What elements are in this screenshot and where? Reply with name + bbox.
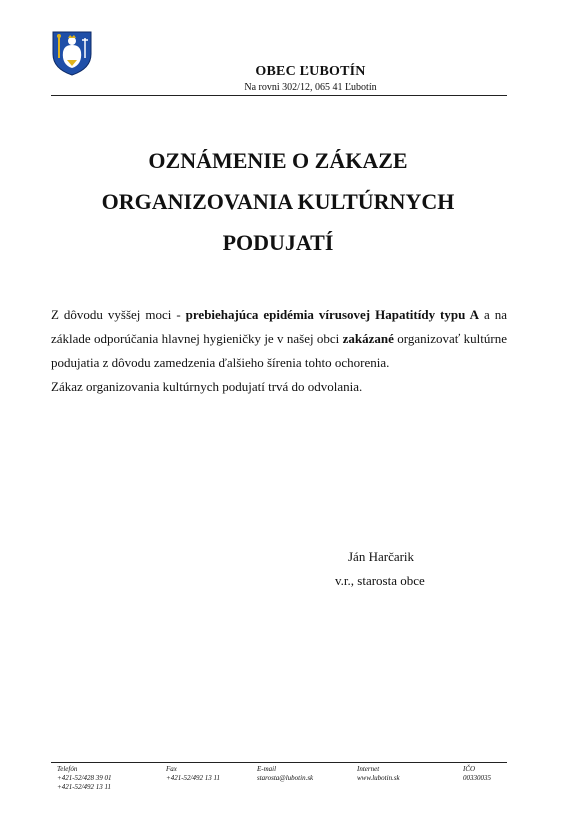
body-p1-intro: Z dôvodu vyššej moci - bbox=[51, 307, 186, 322]
body-p1-middle: a na základe odporúčania hlavnej hygieničky je v našej obci bbox=[51, 307, 507, 346]
footer-phone-label: Telefón bbox=[57, 765, 78, 773]
footer-phone bbox=[57, 765, 112, 792]
body-paragraph-1 bbox=[51, 303, 507, 375]
signatory-role: v.r., starosta obce bbox=[335, 573, 425, 588]
footer-divider bbox=[51, 762, 507, 763]
header-divider bbox=[51, 95, 507, 96]
footer-web-value: www.lubotin.sk bbox=[357, 774, 400, 782]
footer-fax-label: Fax bbox=[166, 765, 177, 773]
footer-web bbox=[357, 765, 400, 783]
footer-email-value: starosta@lubotin.sk bbox=[257, 774, 314, 782]
organization-address: Na rovni 302/12, 065 41 Ľubotín bbox=[244, 82, 377, 93]
body-paragraph-2: Zákaz organizovania kultúrnych podujatí trvá do odvolania. bbox=[51, 379, 363, 394]
body-p1-prohibited: zakázané bbox=[342, 331, 394, 346]
footer-ico bbox=[463, 765, 491, 783]
footer-phone-1: +421-52/428 39 01 bbox=[57, 774, 112, 782]
footer-fax bbox=[166, 765, 220, 783]
body-p1-end: organizovať kultúrne podujatia z dôvodu zamedzenia ďalšieho šírenia tohto ochorenia. bbox=[51, 331, 507, 370]
footer-email bbox=[257, 765, 313, 783]
title-line-2: ORGANIZOVANIA KULTÚRNYCH bbox=[101, 189, 455, 214]
title-line-3: PODUJATÍ bbox=[222, 230, 334, 255]
footer-fax-value: +421-52/492 13 11 bbox=[166, 774, 220, 782]
footer-web-label: Internet bbox=[357, 765, 380, 773]
signatory-name: Ján Harčarik bbox=[348, 549, 415, 564]
footer-email-label: E-mail bbox=[257, 765, 277, 773]
body-p1-epidemic: prebiehajúca epidémia vírusovej Hapatitídy typu A bbox=[185, 307, 479, 322]
notice-title bbox=[40, 140, 516, 263]
organization-name: OBEC ĽUBOTÍN bbox=[255, 64, 366, 79]
footer-ico-label: IČO bbox=[463, 765, 476, 773]
footer-ico-value: 00330035 bbox=[463, 774, 491, 782]
notice-body bbox=[51, 303, 507, 399]
title-line-1: OZNÁMENIE O ZÁKAZE bbox=[148, 148, 408, 173]
footer-phone-2: +421-52/492 13 11 bbox=[57, 783, 111, 791]
